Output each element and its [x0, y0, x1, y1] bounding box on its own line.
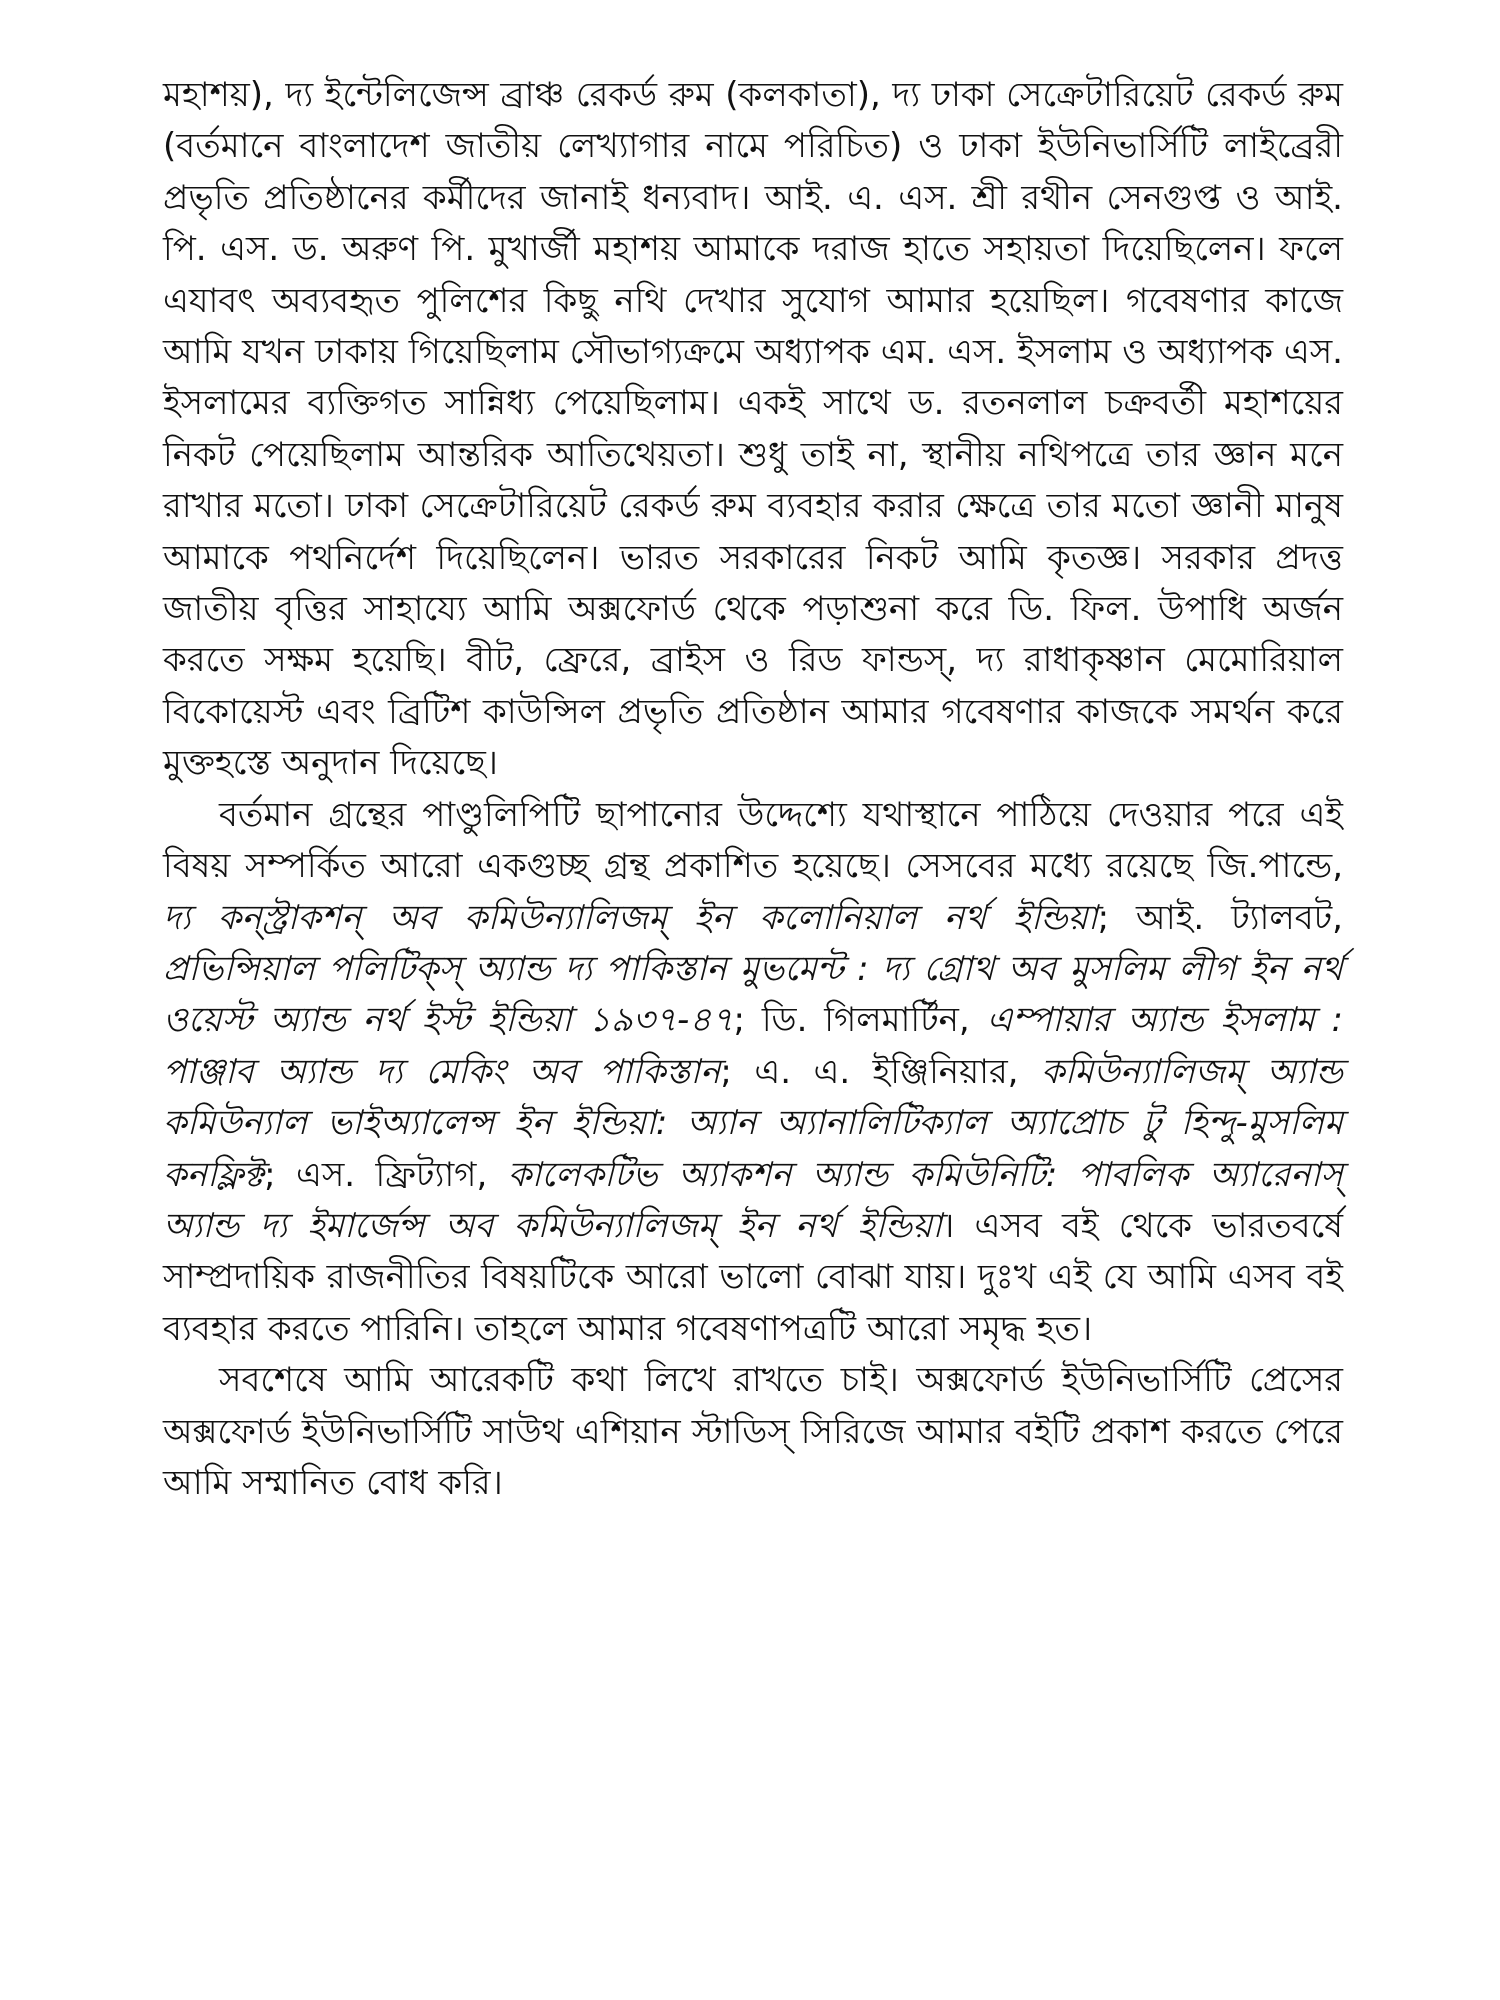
text-run: । এসব বই থেকে ভারতবর্ষে সাম্প্রদায়িক রাজনীতির বিষয়টিকে আরো ভালো বোঝা যায়। দুঃখ এই যে আমি এসব বই ব্যবহার করতে পারিনি। তাহলে আমার গবেষণাপত্রটি আরো সমৃদ্ধ হত। — [163, 1205, 1343, 1349]
paragraph-related-books — [163, 790, 1343, 1355]
document-page — [163, 70, 1343, 1950]
book-title: এম্পায়ার অ্যান্ড ইসলাম : পাঞ্জাব অ্যান্ড দ্য মেকিং অব পাকিস্তান — [163, 1000, 1344, 1092]
paragraph-closing — [163, 1355, 1343, 1509]
book-title: কমিউন্যালিজম্ অ্যান্ড কমিউন্যাল ভাইঅ্যালেন্স ইন ইন্ডিয়া: অ্যান অ্যানালিটিক্যাল অ্যাপ্রোচ টু হিন্দু-মুসলিম কনফ্লিক্ট — [163, 1051, 1343, 1195]
text-run: ; এ. এ. ইঞ্জিনিয়ার, — [720, 1051, 1041, 1092]
text-run: সবশেষে আমি আরেকটি কথা লিখে রাখতে চাই। অক্সফোর্ড ইউনিভার্সিটি প্রেসের অক্সফোর্ড ইউনিভার্সিটি সাউথ এশিয়ান স্টাডিস্ সিরিজে আমার বইটি প্রকাশ করতে পেরে আমি সম্মানিত বোধ করি। — [163, 1360, 1343, 1503]
text-run: ; ডি. গিলমার্টিন, — [733, 1000, 987, 1041]
text-run: বর্তমান গ্রন্থের পাণ্ডুলিপিটি ছাপানোর উদ্দেশ্যে যথাস্থানে পাঠিয়ে দেওয়ার পরে এই বিষয় সম্পর্কিত আরো একগুচ্ছ গ্রন্থ প্রকাশিত হয়েছে। সেসবের মধ্যে রয়েছে জি.পান্ডে, — [163, 794, 1343, 887]
book-title: দ্য কন্স্ট্রাকশন্ অব কমিউন্যালিজম্ ইন কলোনিয়াল নর্থ ইন্ডিয়া — [163, 897, 1098, 938]
text-run: ; এস. ফ্রিট্যাগ, — [264, 1154, 508, 1195]
book-title: কালেকটিভ অ্যাকশন অ্যান্ড কমিউনিটি: পাবলিক অ্যারেনাস্ অ্যান্ড দ্য ইমার্জেন্স অব কমিউন্যালিজম্ ইন নর্থ ইন্ডিয়া — [163, 1154, 1343, 1246]
book-title: প্রভিন্সিয়াল পলিটিক্স্ অ্যান্ড দ্য পাকিস্তান মুভমেন্ট : দ্য গ্রোথ অব মুসলিম লীগ ইন নর্থ ওয়েস্ট অ্যান্ড নর্থ ইস্ট ইন্ডিয়া ১৯৩৭-৪৭ — [163, 948, 1343, 1041]
paragraph-acknowledgements — [163, 70, 1343, 790]
text-run: মহাশয়), দ্য ইন্টেলিজেন্স ব্রাঞ্চ রেকর্ড রুম (কলকাতা), দ্য ঢাকা সেক্রেটারিয়েট রেকর্ড রুম (বর্তমানে বাংলাদেশ জাতীয় লেখ্যাগার নামে পরিচিত) ও ঢাকা ইউনিভার্সিটি লাইব্রেরী প্রভৃতি প্রতিষ্ঠানের কর্মীদের জানাই ধন্যবাদ। আই. এ. এস. শ্রী রথীন সেনগুপ্ত ও আই. পি. এস. ড. অরুণ পি. মুখার্জী মহাশয় আমাকে দরাজ হাতে সহায়তা দিয়েছিলেন। ফলে এযাবৎ অব্যবহৃত পুলিশের কিছু নথি দেখার সুযোগ আমার হয়েছিল। গবেষণার কাজে আমি যখন ঢাকায় গিয়েছিলাম সৌভাগ্যক্রমে অধ্যাপক এম. এস. ইসলাম ও অধ্যাপক এস. ইসলামের ব্যক্তিগত সান্নিধ্য পেয়েছিলাম। একই সাথে ড. রতনলাল চক্রবর্তী মহাশয়ের নিকট পেয়েছিলাম আন্তরিক আতিথেয়তা। শুধু তাই না, স্থানীয় নথিপত্রে তার জ্ঞান মনে রাখার মতো। ঢাকা সেক্রেটারিয়েট রেকর্ড রুম ব্যবহার করার ক্ষেত্রে তার মতো জ্ঞানী মানুষ আমাকে পথনির্দেশ দিয়েছিলেন। ভারত সরকারের নিকট আমি কৃতজ্ঞ। সরকার প্রদত্ত জাতীয় বৃত্তির সাহায্যে আমি অক্সফোর্ড থেকে পড়াশুনা করে ডি. ফিল. উপাধি অর্জন করতে সক্ষম হয়েছি। বীট, ফ্রেরে, ব্রাইস ও রিড ফান্ডস্, দ্য রাধাকৃষ্ণান মেমোরিয়াল বিকোয়েস্ট এবং ব্রিটিশ কাউন্সিল প্রভৃতি প্রতিষ্ঠান আমার গবেষণার কাজকে সমর্থন করে মুক্তহস্তে অনুদান দিয়েছে। — [163, 75, 1343, 784]
text-run: ; আই. ট্যালবট, — [1097, 897, 1343, 938]
